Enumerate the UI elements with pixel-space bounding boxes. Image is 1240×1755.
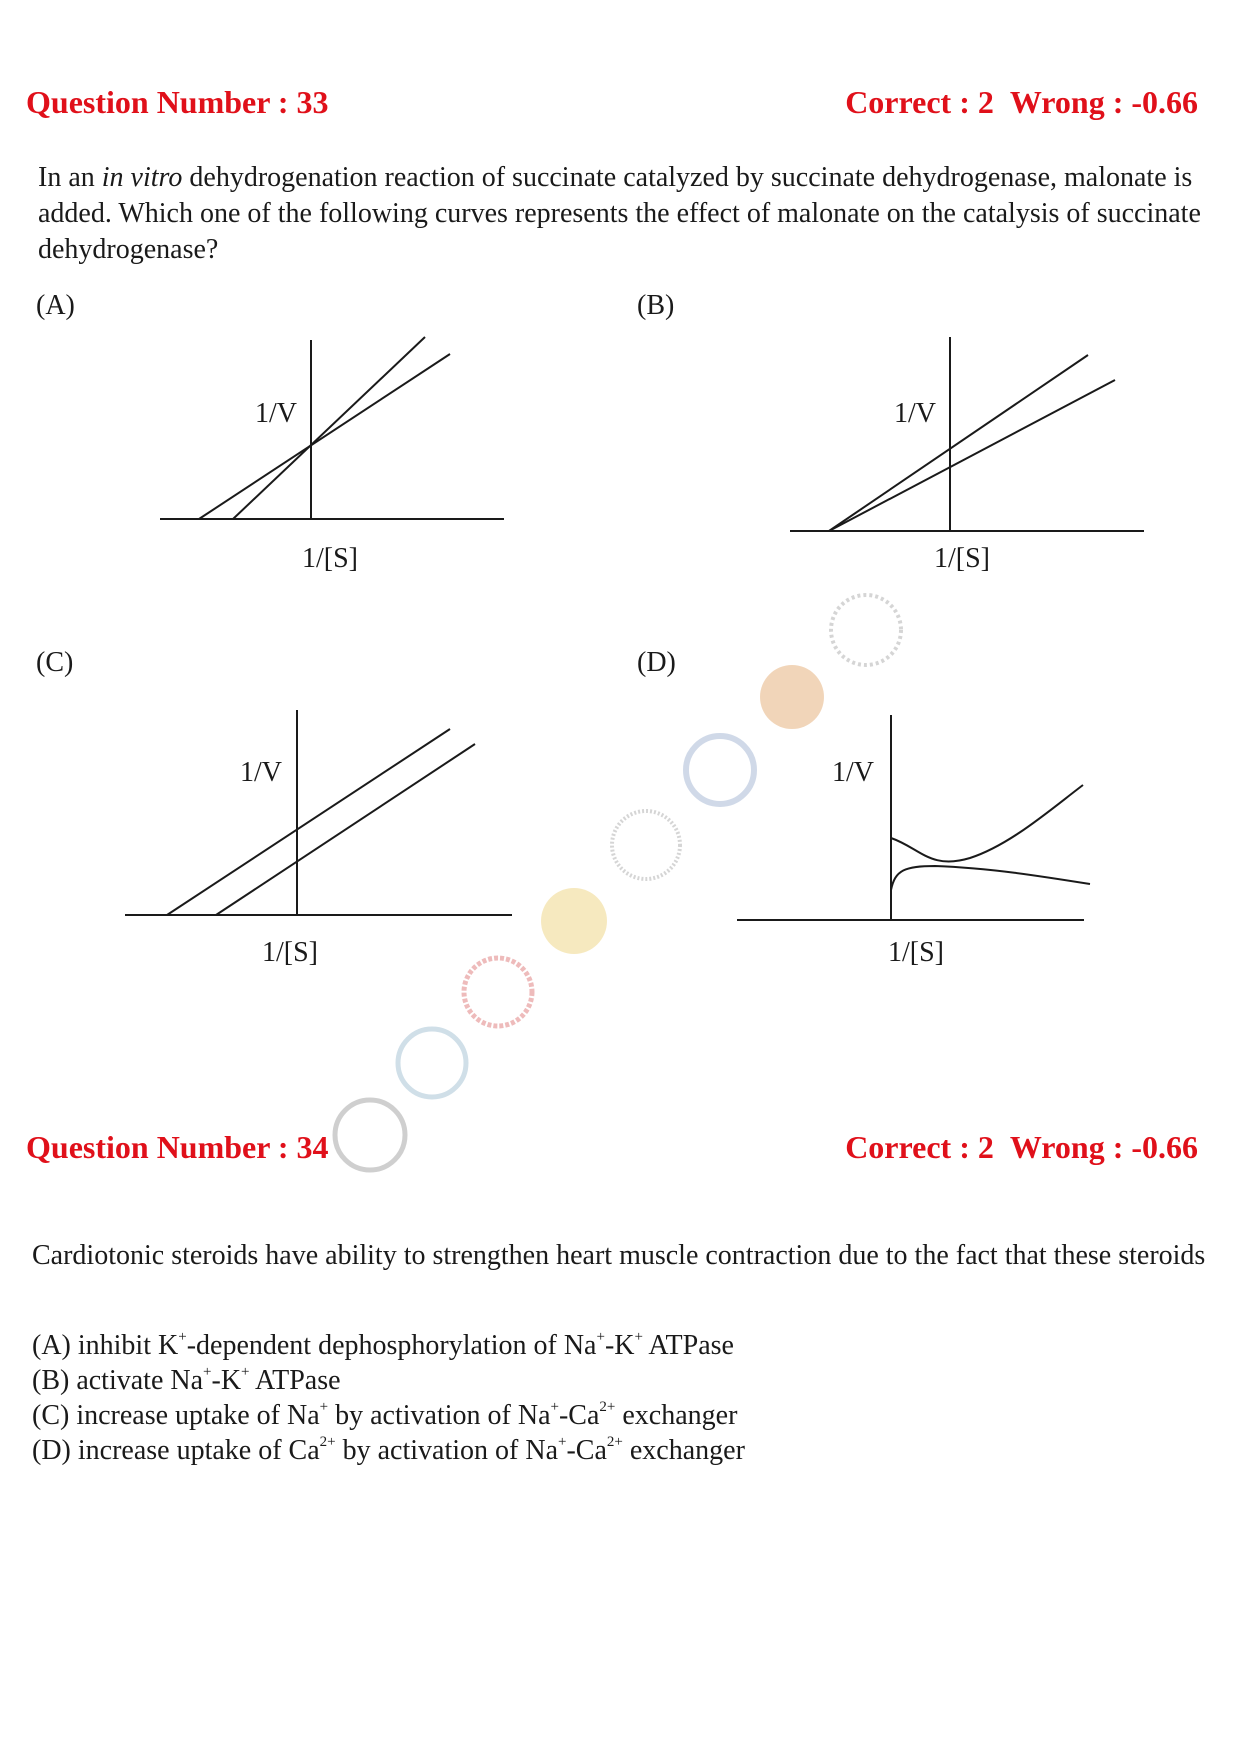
seal-icon [686, 736, 754, 804]
option-a[interactable]: (A) inhibit K+-dependent dephosphorylation of Na+-K+ ATPase [32, 1328, 734, 1361]
graph-c-line-control [216, 744, 475, 915]
graph-c-x-label: 1/[S] [262, 937, 318, 968]
marks-info [845, 1129, 1198, 1166]
correct-marks: Correct : 2 [845, 83, 994, 120]
graph-a [160, 337, 504, 519]
seal-icon [464, 958, 532, 1026]
option-a-label[interactable]: (A) [36, 290, 75, 321]
seal-icon [760, 665, 824, 729]
graph-c-line-inhibited [167, 729, 450, 915]
seal-icon [398, 1029, 466, 1097]
option-d-label[interactable]: (D) [637, 647, 676, 678]
marks-info [845, 84, 1198, 121]
seal-icon [831, 595, 901, 665]
wrong-marks: Wrong : -0.66 [1009, 1128, 1198, 1165]
seal-icon [541, 888, 607, 954]
graph-b-y-label: 1/V [894, 398, 936, 429]
question-34-header [26, 1125, 1198, 1169]
graph-a-y-label: 1/V [255, 398, 297, 429]
option-b-label[interactable]: (B) [637, 290, 675, 321]
graph-d-x-label: 1/[S] [888, 937, 944, 968]
question-number: Question Number : 33 [26, 83, 329, 120]
graph-b [790, 337, 1144, 531]
graph-b-line-inhibited [829, 355, 1088, 531]
wrong-marks: Wrong : -0.66 [1009, 83, 1198, 120]
question-number: Question Number : 34 [26, 1128, 329, 1165]
question-33-stem: In an in vitro dehydrogenation reaction of succinate catalyzed by succinate dehydrogenase, malonate is added. Which one of the following curves represents the effect of malonate on the catalysis of succinate dehydrogenase? [38, 162, 1201, 265]
graph-d-y-label: 1/V [832, 757, 874, 788]
question-34-stem: Cardiotonic steroids have ability to strengthen heart muscle contraction due to the fact that these steroids [32, 1240, 1206, 1271]
option-b[interactable]: (B) activate Na+-K+ ATPase [32, 1363, 341, 1396]
graph-a-line-control [199, 354, 450, 519]
option-c-label[interactable]: (C) [36, 647, 74, 678]
graph-d-lower-curve [891, 866, 1090, 890]
option-d[interactable]: (D) increase uptake of $Ca^{2+}$ by activation of $Na^+-Ca^{2+}$ exchanger [32, 1433, 745, 1466]
graph-c-y-label: 1/V [240, 757, 282, 788]
graph-d [737, 715, 1090, 920]
option-c[interactable]: (C) increase uptake of Na+ by activation of $Na^+-Ca^{2+}$ exchanger [32, 1398, 738, 1431]
seal-icon [612, 811, 680, 879]
graph-c [125, 710, 512, 915]
graph-b-line-control [829, 380, 1115, 531]
question-34-options [32, 1328, 745, 1468]
correct-marks: Correct : 2 [845, 1128, 994, 1165]
graph-a-x-label: 1/[S] [302, 543, 358, 574]
graph-a-line-inhibited [233, 337, 425, 519]
question-33-header [26, 80, 1198, 124]
graph-d-upper-curve [891, 785, 1083, 861]
graph-b-x-label: 1/[S] [934, 543, 990, 574]
